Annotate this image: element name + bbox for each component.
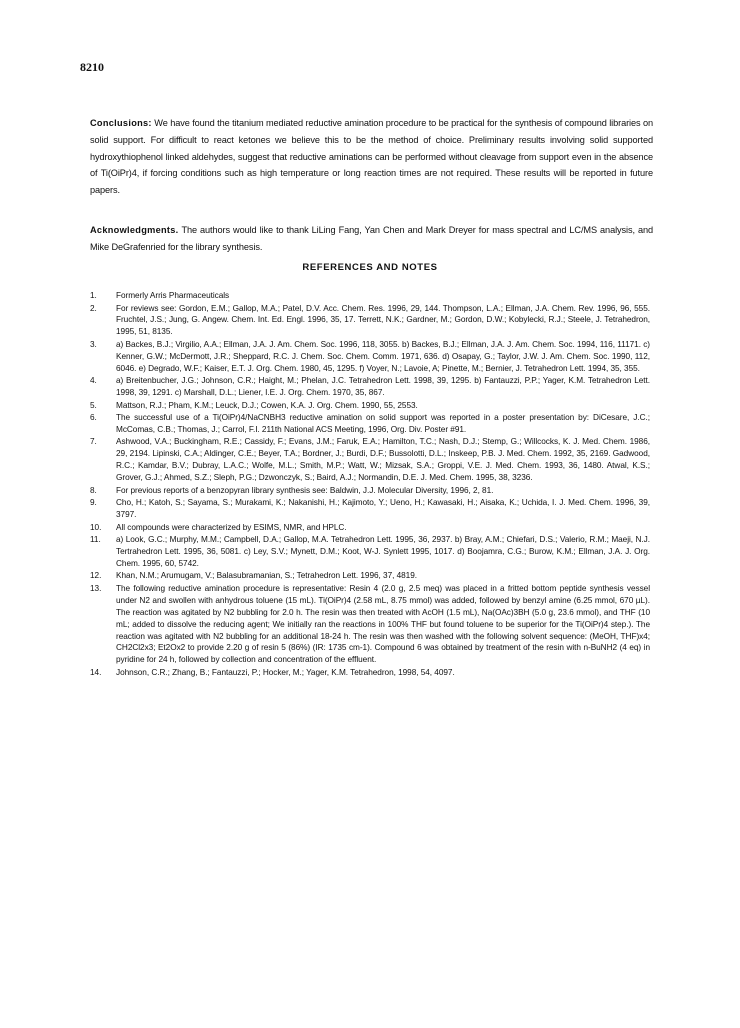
reference-number: 11. [90, 535, 101, 545]
references-heading: REFERENCES AND NOTES [302, 262, 438, 273]
reference-item [90, 400, 650, 412]
reference-number: 2. [90, 303, 97, 313]
reference-text: The successful use of a Ti(OiPr)4/NaCNBH3 reductive amination on solid support was reported in a poster presentation by: DiCesare, J.C.; McComas, C.B.; Thomas, J.; Carrol, F.I. 211th National ACS Meeting, 1996, Org. Div. Poster #91. [116, 413, 650, 434]
reference-text: Ashwood, V.A.; Buckingham, R.E.; Cassidy, F.; Evans, J.M.; Faruk, E.A.; Hamilton, T.C.; Nash, D.J.; Stemp, G.; Willcocks, K. J. Med. Chem. 1986, 29, 2194. Lipinski, C.A.; Aldinger, C.E.; Beyer, T.A.; Bordner, J.; Burdi, D.F.; Bussolotti, D.L.; Inskeep, P.B. J. Med. Chem. 1992, 35, 2169. Gadwood, R.C.; Kamdar, B.V.; Dubray, L.A.C.; Wolfe, M.L.; Smith, M.P.; Watt, W.; Mizsak, S.A.; Groppi, V.E. J. Med. Chem. 1993, 36, 1480. Atwal, K.S.; Grover, G.J.; Ahmed, S.Z.; Sleph, P.G.; Dzwonczyk, S.; Baird, A.J.; Normandin, D.E. J. Med. Chem. 1995, 38, 3236. [116, 437, 650, 483]
reference-text: Khan, N.M.; Arumugam, V.; Balasubramanian, S.; Tetrahedron Lett. 1996, 37, 4819. [116, 571, 417, 581]
reference-number: 14. [90, 667, 102, 677]
references-list [90, 290, 650, 679]
acknowledgments-text: The authors would like to thank LiLing Fang, Yan Chen and Mark Dreyer for mass spectral and LC/MS analysis, and Mike DeGrafenried for the library synthesis. [90, 225, 653, 252]
reference-item [90, 570, 650, 582]
reference-number: 10. [90, 522, 102, 532]
reference-text: Johnson, C.R.; Zhang, B.; Fantauzzi, P.; Hocker, M.; Yager, K.M. Tetrahedron, 1998, 54, 4097. [116, 667, 455, 677]
reference-item [90, 339, 650, 375]
reference-item [90, 583, 650, 666]
reference-number: 8. [90, 485, 97, 495]
reference-text: a) Look, G.C.; Murphy, M.M.; Campbell, D.A.; Gallop, M.A. Tetrahedron Lett. 1995, 36, 2937. b) Bray, A.M.; Chiefari, D.S.; Valerio, R.M.; Maeji, N.J. Tertrahedron Lett. 1995, 36, 5081. c) Ley, S.V.; Mynett, D.M.; Koot, W-J. Synlett 1995, 1017. d) Boojamra, C.G.; Burow, K.M.; Ellman, J.A. J. Org. Chem. 1995, 60, 5742. [116, 535, 650, 568]
reference-text: The following reductive amination procedure is representative: Resin 4 (2.0 g, 2.5 meq) was placed in a fritted bottom peptide synthesis vessel under N2 and swollen with anhydrous toluene (15 mL). Ti(OiPr)4 (2.58 mL, 8.75 mmol) was added, followed by benzyl amine (6.25 mmol, 670 µL). The reaction was agitated by N2 bubbling for 2.0 h. The resin was then treated with AcOH (1.5 mL), Na(OAc)3BH (5.0 g, 23.6 mmol), and THF (10 mL; added to dissolve the reducing agent; We initially ran the reactions in 100% THF but found toluene to be superior for the Ti(OiPr)4 step.). The reaction was agitated with N2 bubbling for an additional 18-24 h. The resin was then washed with the following solvent sequence: (MeOH, THF)x4; CH2Cl2x3; Et2Ox2 to provide 2.20 g of resin 5 (86%) (IR: 1735 cm-1). Compound 6 was obtained by treatment of the resin with n-BuNH2 (4 eq) in pyridine for 24 h, followed by collection and concentration of the effluent. [116, 583, 650, 665]
reference-item [90, 290, 650, 302]
conclusions-heading: Conclusions: [90, 118, 152, 128]
reference-text: Formerly Arris Pharmaceuticals [116, 291, 230, 300]
reference-item [90, 497, 650, 521]
reference-text: For reviews see: Gordon, E.M.; Gallop, M.A.; Patel, D.V. Acc. Chem. Res. 1996, 29, 144. Thompson, L.A.; Ellman, J.A. Chem. Rev. 1996, 96, 555. Fruchtel, J.S.; Jung, G. Angew. Chem. Int. Ed. Engl. 1996, 35, 17. Terrett, N.K.; Gardner, M.; Gordon, D.W.; Kobylecki, R.J.; Steele, J. Tetrahedron, 1995, 51, 8135. [116, 303, 650, 337]
reference-number: 7. [90, 437, 97, 447]
reference-number: 13. [90, 583, 102, 593]
reference-text: All compounds were characterized by ESIMS, NMR, and HPLC. [116, 522, 347, 532]
reference-item [90, 303, 650, 339]
acknowledgments-paragraph [90, 222, 653, 256]
conclusions-text: We have found the titanium mediated reductive amination procedure to be practical for the synthesis of compound libraries on solid support. For difficult to react ketones we believe this to be the method of choice. Preliminary results involving solid supported hydroxythiophenol linked aldehydes, suggest that reductive aminations can be performed without cleavage from support even in the absence of Ti(OiPr)4, if forcing conditions such as high temperature or long reaction times are not required. These results will be reported in future papers. [90, 118, 654, 196]
reference-item [90, 412, 650, 436]
reference-item [90, 436, 650, 484]
page-number: 8210 [80, 60, 104, 74]
reference-item [90, 375, 650, 399]
reference-item [90, 667, 650, 679]
reference-item [90, 485, 650, 497]
reference-number: 1. [90, 291, 97, 300]
reference-number: 12. [90, 571, 102, 581]
reference-number: 5. [90, 400, 97, 410]
reference-text: a) Backes, B.J.; Virgilio, A.A.; Ellman, J.A. J. Am. Chem. Soc. 1996, 118, 3055. b) Backes, B.J.; Ellman, J.A. J. Am. Chem. Soc. 1994, 116, 11171. c) Kenner, G.W.; McDermott, J.R.; Sheppard, R.C. J. Chem. Soc. Chem. Comm. 1971, 636. d) Osapay, G.; Taylor, J.W. J. Am. Chem. Soc. 1990, 112, 6046. e) Degrado, W.F.; Kaiser, E.T. J. Org. Chem. 1980, 45, 1295. f) Voyer, N.; Lavoie, A; Pinette, M.; Bernier, J. Tetrahedron Lett. 1994, 35, 355. [116, 339, 650, 373]
reference-text: Mattson, R.J.; Pham, K.M.; Leuck, D.J.; Cowen, K.A. J. Org. Chem. 1990, 55, 2553. [116, 400, 418, 410]
reference-number: 4. [90, 376, 97, 386]
conclusions-paragraph [90, 115, 653, 199]
reference-number: 9. [90, 498, 97, 508]
reference-text: Cho, H.; Katoh, S.; Sayama, S.; Murakami, K.; Nakanishi, H.; Kajimoto, Y.; Ueno, H.; Kawasaki, H.; Aisaka, K.; Uchida, I. J. Med. Chem. 1996, 39, 3797. [116, 498, 650, 520]
reference-number: 3. [90, 339, 97, 349]
reference-text: For previous reports of a benzopyran library synthesis see: Baldwin, J.J. Molecular Diversity, 1996, 2, 81. [116, 485, 494, 495]
reference-text: a) Breitenbucher, J.G.; Johnson, C.R.; Haight, M.; Phelan, J.C. Tetrahedron Lett. 1998, 39, 1295. b) Fantauzzi, P.P.; Yager, K.M. Tetrahedron Lett. 1998, 39, 1291. c) Marshall, D.L.; Liener, I.E. J. Org. Chem. 1970, 35, 867. [116, 376, 650, 398]
reference-item [90, 522, 650, 534]
reference-item [90, 534, 650, 570]
reference-number: 6. [90, 413, 97, 423]
acknowledgments-heading: Acknowledgments. [90, 225, 179, 235]
